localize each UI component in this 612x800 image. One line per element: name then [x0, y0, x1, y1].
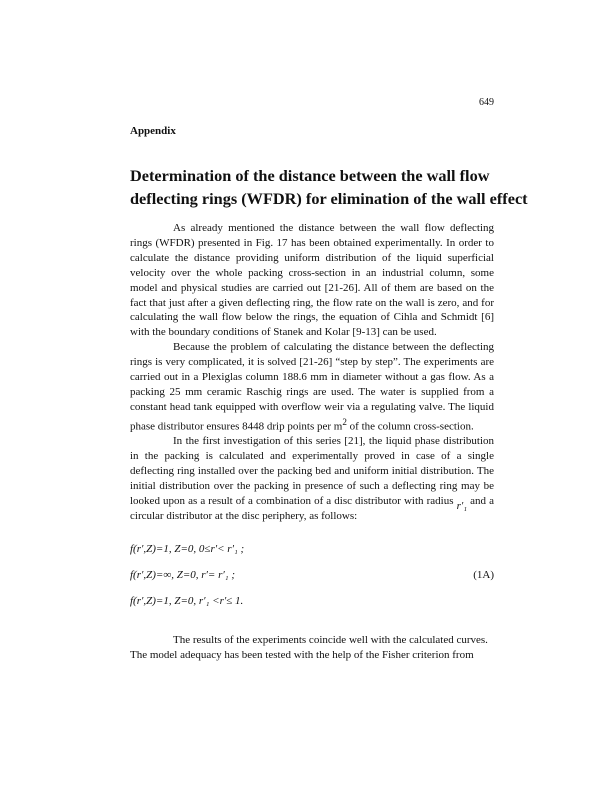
paragraph-2-text-end: of the column cross-section.	[346, 420, 474, 433]
equation-1-text: f(r′,Z)=1, Z=0, 0≤r′< r′₁ ;	[130, 543, 245, 555]
page-number: 649	[479, 97, 494, 108]
body-paragraphs	[130, 221, 494, 524]
page-title	[130, 164, 528, 210]
equation-2-text: f(r′,Z)=∞, Z=0, r′= r′₁ ;	[130, 569, 236, 581]
radius-symbol: r′₁	[456, 499, 468, 512]
title-line-1: Determination of the distance between the wall flow	[130, 166, 490, 185]
equation-3	[130, 595, 494, 613]
paragraph-3	[130, 434, 494, 523]
paragraph-4	[130, 633, 494, 663]
paragraph-2	[130, 340, 494, 434]
paragraph-2-text: Because the problem of calculating the distance between the deflecting rings is very complicated, it is solved [21-26] “step by step”. The experiments are carried out in a Plexiglas column 188.6 mm in diameter without a gas flow. As a packing 25 mm ceramic Raschig rings are used. The water is supplied from a constant head tank equipped with overflow weir via a regulating valve. The liquid phase distributor ensures 8448 drip points per m	[130, 341, 494, 433]
paragraph-3-text-end: and a circular distributor at the disc periphery, as follows:	[130, 494, 494, 522]
equation-1	[130, 543, 494, 561]
paragraph-1: As already mentioned the distance between the wall flow deflecting rings (WFDR) presented in Fig. 17 has been obtained experimentally. In order to calculate the distance providing uniform distribution of the liquid superficial velocity over the whole packing cross-section in an industrial column, some model and physical studies are carried out [21-26]. All of them are based on the fact that just after a given deflecting ring, the flow rate on the wall is zero, and for calculating the wall flow below the rings, the equation of Cihla and Schmidt [6] with the boundary conditions of Stanek and Kolar [9-13] can be used.	[130, 222, 494, 339]
paragraph-2-superscript: 2	[342, 416, 347, 427]
section-label: Appendix	[130, 125, 176, 137]
equation-2	[130, 569, 494, 587]
paragraph-4-line-1: The results of the experiments coincide well with the calculated curves.	[173, 634, 488, 646]
paragraph-3-text: In the first investigation of this series [21], the liquid phase distribution in the packing is calculated and experimentally proved in case of a single deflecting ring installed over the packing bed and uniform initial distribution. The initial distribution over the packing in presence of such a deflecting ring may be looked upon as a result of a combination of a disc distributor with radius	[130, 435, 494, 507]
title-line-2: deflecting rings (WFDR) for elimination of the wall effect	[130, 189, 528, 208]
equation-3-text: f(r′,Z)=1, Z=0, r′₁ <r′≤ 1.	[130, 595, 244, 607]
paragraph-4-line-2: The model adequacy has been tested with the help of the Fisher criterion from	[130, 648, 474, 661]
equation-label: (1A)	[473, 569, 494, 581]
